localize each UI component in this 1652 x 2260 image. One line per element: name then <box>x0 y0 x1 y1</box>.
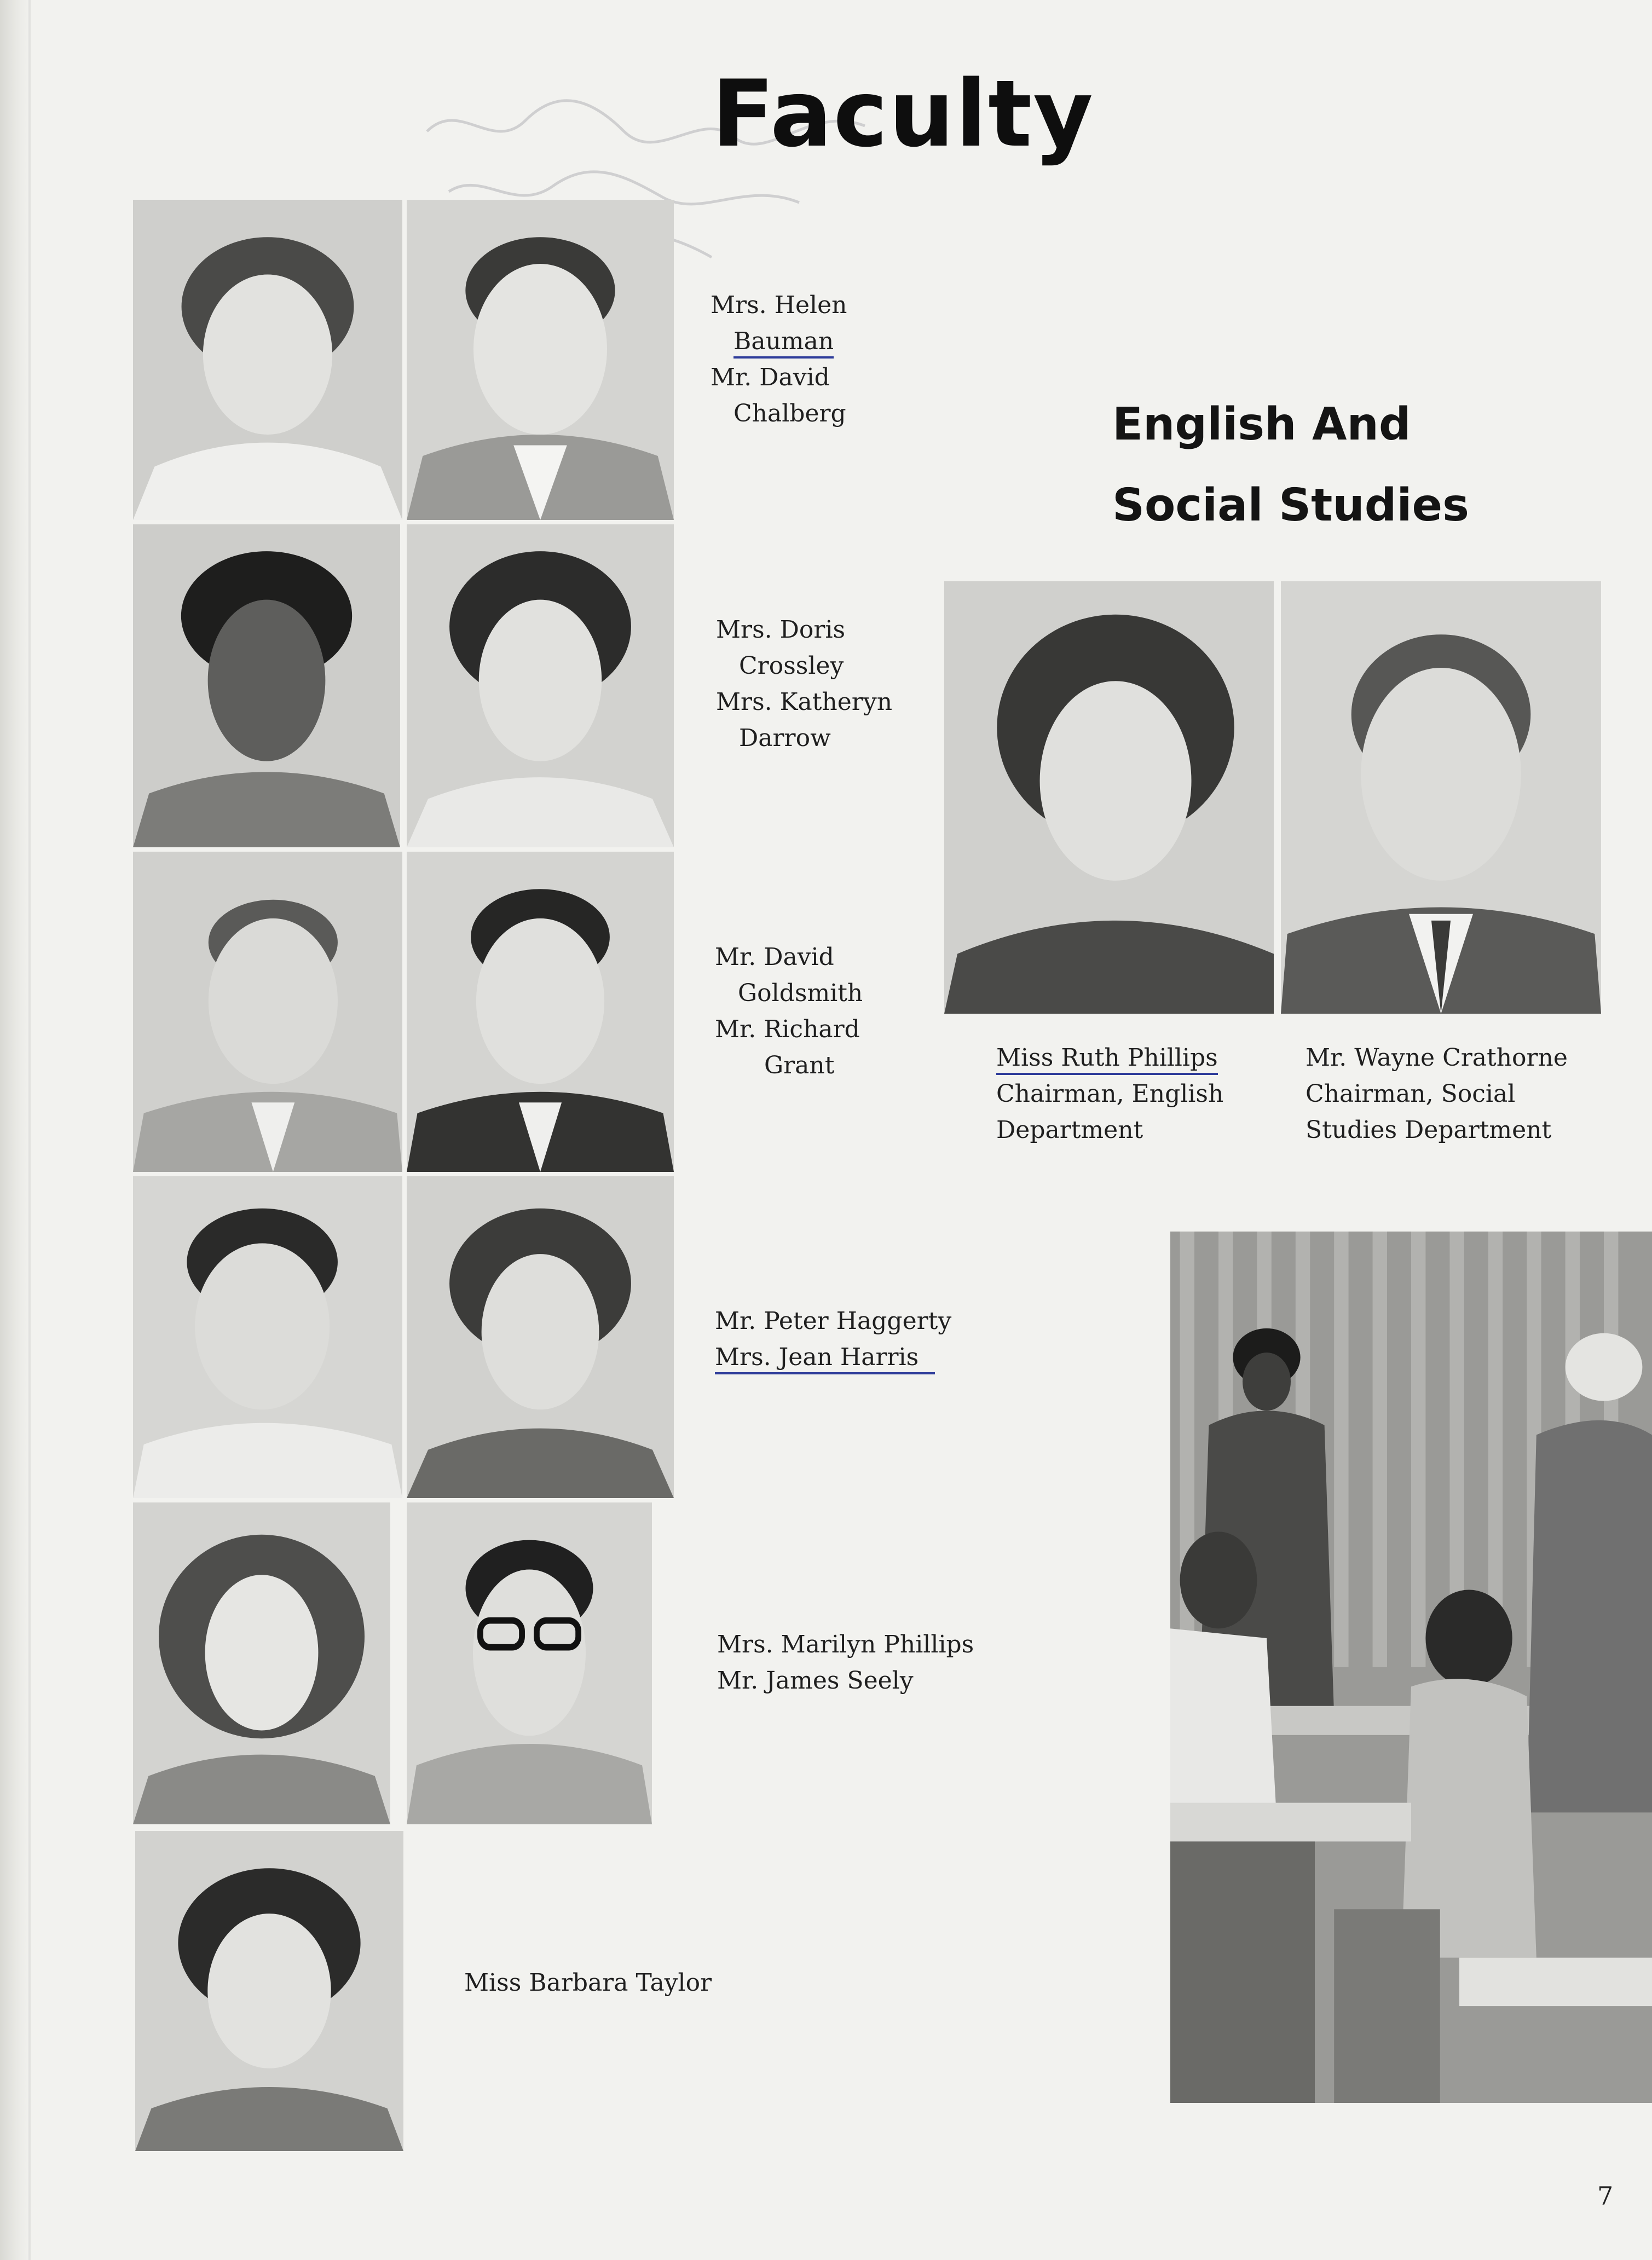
chair-name: Mr. Wayne Crathorne <box>1306 1044 1568 1072</box>
chair-department: Studies Department <box>1306 1116 1552 1144</box>
portrait-doris-crossley <box>133 524 400 847</box>
caption-line: Miss Barbara Taylor <box>464 1969 712 1997</box>
caption-line: Mr. Richard <box>715 1015 860 1043</box>
portrait-peter-haggerty <box>133 1176 402 1498</box>
caption-line-underlined: Bauman <box>733 327 834 359</box>
portrait-david-goldsmith <box>133 852 402 1172</box>
caption-english-chair <box>996 1040 1223 1148</box>
classroom-photo <box>1170 1232 1652 2103</box>
page-title: Faculty <box>712 60 1094 167</box>
caption-line: Goldsmith <box>738 979 863 1007</box>
chair-department: Department <box>996 1116 1143 1144</box>
portrait-james-seely <box>407 1502 652 1824</box>
chair-title: Chairman, Social <box>1306 1080 1516 1108</box>
caption-line: Mrs. Helen <box>711 291 847 319</box>
caption-social-chair <box>1306 1040 1568 1148</box>
caption-pair-4 <box>715 1303 951 1375</box>
caption-line: Mrs. Katheryn <box>716 688 893 716</box>
portrait-ruth-phillips <box>944 581 1274 1014</box>
caption-pair-3 <box>715 939 863 1084</box>
chair-title: Chairman, English <box>996 1080 1224 1108</box>
caption-line: Crossley <box>739 652 844 680</box>
binding-crease <box>28 0 31 2260</box>
portrait-katheryn-darrow <box>407 524 674 847</box>
page-number: 7 <box>1597 2181 1614 2211</box>
caption-pair-1 <box>711 287 847 432</box>
section-title-line-2: Social Studies <box>1112 479 1469 531</box>
caption-line: Mr. David <box>715 943 834 971</box>
caption-line: Mr. Peter Haggerty <box>715 1307 952 1335</box>
portrait-helen-bauman <box>133 200 402 520</box>
caption-line: Mrs. Marilyn Phillips <box>717 1631 974 1658</box>
caption-pair-5 <box>717 1627 974 1699</box>
caption-line: Grant <box>764 1051 835 1079</box>
caption-line: Chalberg <box>733 400 846 427</box>
binding-spine <box>0 0 32 2260</box>
caption-line: Darrow <box>739 724 831 752</box>
caption-line-underlined: Mrs. Jean Harris <box>715 1343 935 1374</box>
caption-line: Mr. James Seely <box>717 1667 914 1695</box>
portrait-david-chalberg <box>407 200 674 520</box>
caption-pair-2 <box>716 612 892 756</box>
chair-name-underlined: Miss Ruth Phillips <box>996 1044 1218 1075</box>
portrait-richard-grant <box>407 852 674 1172</box>
caption-single <box>464 1965 712 2001</box>
portrait-marilyn-phillips <box>133 1502 390 1824</box>
portrait-wayne-crathorne <box>1281 581 1601 1014</box>
section-title-line-1: English And <box>1112 398 1411 450</box>
caption-line: Mr. David <box>711 363 830 391</box>
caption-line: Mrs. Doris <box>716 616 846 644</box>
portrait-jean-harris <box>407 1176 674 1498</box>
portrait-barbara-taylor <box>135 1831 403 2151</box>
